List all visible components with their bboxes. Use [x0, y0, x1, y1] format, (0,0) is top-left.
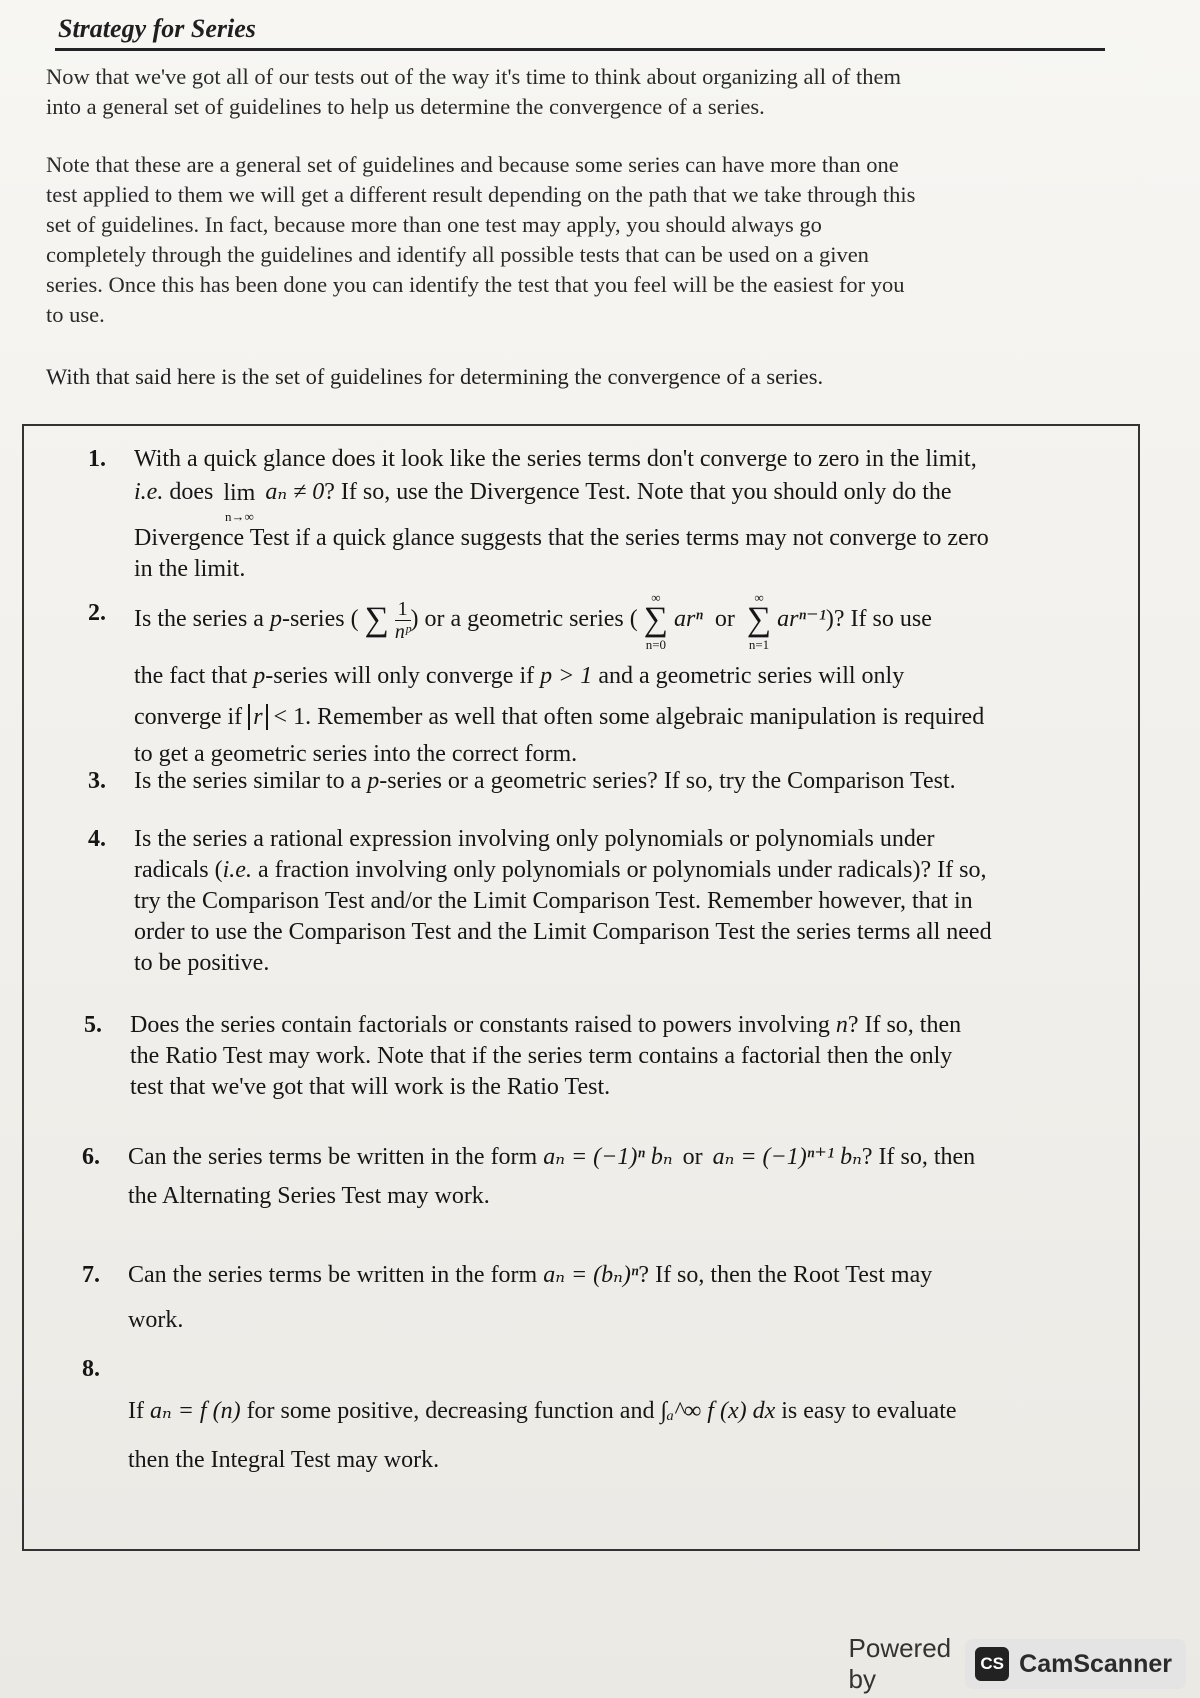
- item-line: [134, 589, 984, 652]
- item-text: . Remember as well that often some algebraic manipulation is required: [305, 704, 985, 730]
- item-text: ? If so, then the Root Test may: [638, 1262, 933, 1288]
- item-text: ? If so, then: [861, 1144, 976, 1170]
- sum-upper: ∞: [651, 589, 661, 605]
- ie-text: i.e.: [134, 479, 164, 505]
- item-text: Can the series terms be written in the form: [128, 1262, 538, 1288]
- item-text: Does the series contain factorials or constants raised to powers involving: [130, 1012, 830, 1038]
- note-line: Note that these are a general set of guidelines and because some series can have more than one: [46, 152, 899, 177]
- item-number: 3.: [88, 768, 106, 794]
- sigma: ∑: [746, 600, 772, 638]
- item-line: [134, 702, 984, 733]
- item-text: the fact that: [134, 663, 248, 689]
- guidelines-intro: With that said here is the set of guidelines for determining the convergence of a series.: [46, 364, 824, 389]
- limit-expression: [223, 478, 256, 524]
- camscanner-watermark: [848, 1633, 1186, 1694]
- sum-lower: n=0: [645, 636, 667, 652]
- item-line: order to use the Comparison Test and the Limit Comparison Test the series terms all need: [134, 919, 992, 945]
- item-line: Divergence Test if a quick glance suggests that the series terms may not converge to zero: [134, 524, 989, 551]
- alt-form-1: aₙ = (−1)ⁿ bₙ: [543, 1144, 673, 1170]
- geo-term-1: arⁿ: [673, 606, 703, 633]
- integral-expression: ∫ₐ^∞ f (x) dx: [660, 1398, 776, 1424]
- page-title: Strategy for Series: [58, 14, 256, 43]
- item-number: 5.: [84, 1012, 102, 1038]
- note-line: to use.: [46, 302, 105, 327]
- item-text: ? If so, then: [847, 1012, 962, 1038]
- item-line: [130, 1010, 961, 1041]
- item-number: 4.: [88, 826, 106, 852]
- item-line: try the Comparison Test and/or the Limit Comparison Test. Remember however, that in: [134, 888, 973, 914]
- note-line: series. Once this has been done you can identify the test that you feel will be the easiest for you: [46, 272, 905, 297]
- item-text: is easy to evaluate: [781, 1398, 957, 1424]
- powered-by-text: Powered by: [848, 1633, 952, 1694]
- n-var: n: [835, 1012, 848, 1038]
- camscanner-badge: [965, 1639, 1186, 1689]
- abs-r: r: [248, 704, 267, 730]
- item-line: With a quick glance does it look like the series terms don't converge to zero in the limit,: [134, 446, 977, 472]
- item-text: for some positive, decreasing function and: [246, 1398, 655, 1424]
- item-text: radicals (: [134, 857, 223, 883]
- item-line: Is the series a rational expression involving only polynomials or polynomials under: [134, 826, 935, 852]
- p-greater-one: p > 1: [540, 663, 593, 689]
- p-series-fraction: [395, 598, 411, 643]
- item-line: [134, 766, 956, 797]
- item-number: 7.: [82, 1262, 100, 1288]
- note-paragraph: [46, 150, 1106, 330]
- less-than-one: < 1: [273, 704, 306, 730]
- item-line: work.: [128, 1307, 184, 1333]
- item-number: 8.: [82, 1356, 100, 1382]
- lim-text: lim: [223, 479, 256, 506]
- p-var: p: [269, 606, 282, 633]
- item-line: [128, 1142, 975, 1173]
- item-line: [134, 855, 992, 886]
- sum-lower: n=1: [748, 636, 770, 652]
- item-text: Can the series terms be written in the form: [128, 1144, 538, 1170]
- camscanner-brand: CamScanner: [1019, 1649, 1172, 1678]
- geo-term-2: arⁿ⁻¹: [777, 606, 826, 633]
- item-line: to get a geometric series into the correct form.: [134, 741, 578, 767]
- item-text: and a geometric series will only: [598, 663, 905, 689]
- item-text: ) or a geometric series (: [410, 606, 638, 633]
- item-text: Is the series similar to a: [134, 768, 362, 794]
- intro-paragraph: [46, 62, 1106, 122]
- guidelines-box: [22, 424, 1140, 1551]
- an-neq-zero: aₙ ≠ 0: [265, 479, 325, 505]
- item-text: Is the series a: [134, 606, 264, 633]
- does-text: does: [169, 479, 214, 505]
- intro-line: into a general set of guidelines to help us determine the convergence of a series.: [46, 94, 765, 119]
- geometric-sum-1: [643, 589, 668, 652]
- ie-text: i.e.: [222, 857, 252, 883]
- root-form: aₙ = (bₙ)ⁿ: [543, 1262, 639, 1288]
- item-line: [134, 661, 984, 692]
- sigma-symbol: [364, 600, 389, 639]
- lim-subscript: n→∞: [224, 508, 254, 524]
- item-line: [128, 1396, 957, 1427]
- intro-line: Now that we've got all of our tests out of the way it's time to think about organizing all of them: [46, 64, 902, 89]
- geometric-sum-2: [746, 589, 772, 652]
- item-text: or: [682, 1144, 703, 1170]
- sigma: ∑: [364, 600, 389, 638]
- item-number: 1.: [88, 446, 106, 472]
- note-line: set of guidelines. In fact, because more than one test may apply, you should always go: [46, 212, 822, 237]
- item-text: -series will only converge if: [265, 663, 535, 689]
- sigma: ∑: [643, 600, 668, 638]
- title-underline: [55, 48, 1105, 51]
- item-line: to be positive.: [134, 950, 270, 976]
- item-text: ? If so, use the Divergence Test. Note that you should only do the: [324, 479, 952, 505]
- item-text: )? If so use: [825, 606, 932, 633]
- item-line: test that we've got that will work is the Ratio Test.: [130, 1074, 611, 1100]
- alt-form-2: aₙ = (−1)ⁿ⁺¹ bₙ: [712, 1144, 862, 1170]
- item-text: converge if: [134, 704, 243, 730]
- integral-lhs: aₙ = f (n): [149, 1398, 241, 1424]
- camscanner-logo-icon: CS: [975, 1647, 1009, 1681]
- item-line: the Ratio Test may work. Note that if the series term contains a factorial then the only: [130, 1043, 953, 1069]
- p-var: p: [367, 768, 380, 794]
- item-number: 2.: [88, 600, 106, 626]
- item-text: a fraction involving only polynomials or polynomials under radicals)? If so,: [251, 857, 987, 883]
- item-text: or: [714, 606, 735, 633]
- item-text: -series (: [281, 606, 359, 633]
- item-text: If: [128, 1398, 144, 1424]
- item-line: [134, 477, 989, 524]
- sum-upper: ∞: [754, 589, 764, 605]
- item-text: -series or a geometric series? If so, try the Comparison Test.: [379, 768, 956, 794]
- item-line: the Alternating Series Test may work.: [128, 1183, 490, 1209]
- note-line: test applied to them we will get a different result depending on the path that we take through this: [46, 182, 916, 207]
- item-line: in the limit.: [134, 555, 246, 582]
- frac-numerator: 1: [395, 598, 411, 621]
- note-line: completely through the guidelines and identify all possible tests that can be used on a given: [46, 242, 869, 267]
- item-line: then the Integral Test may work.: [128, 1447, 440, 1473]
- frac-denominator: nᵖ: [394, 621, 411, 643]
- p-var: p: [253, 663, 266, 689]
- item-line: [128, 1260, 932, 1291]
- item-number: 6.: [82, 1144, 100, 1170]
